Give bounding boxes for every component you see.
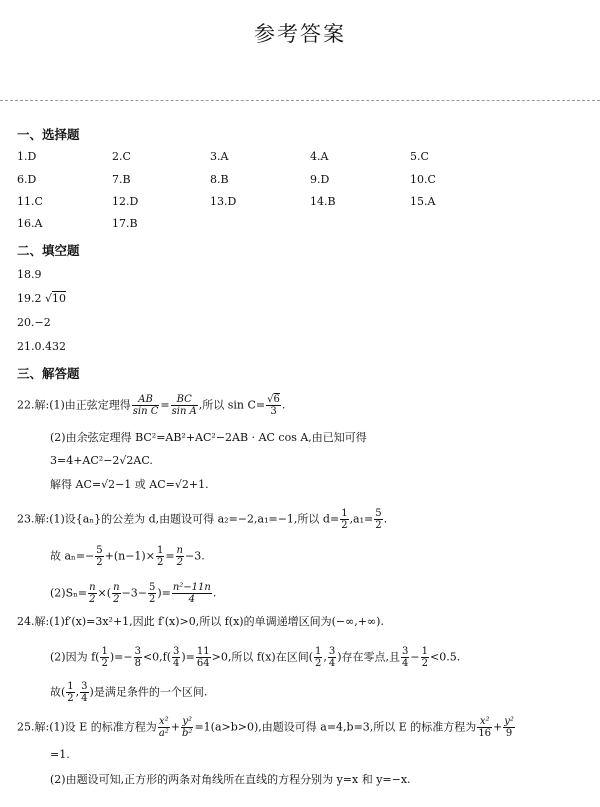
denominator: a² (158, 728, 169, 739)
q25-text: 25.解:(1)设 E 的标准方程为 (17, 720, 157, 734)
denominator: sin C (132, 406, 159, 417)
numerator: 5 (96, 545, 103, 556)
choice-answer: 11.C (17, 195, 43, 208)
q23-text: +(n−1)× (104, 549, 155, 563)
denominator: 16 (478, 728, 492, 739)
numerator: 1 (421, 646, 429, 657)
q24-text: )是满足条件的一个区间. (89, 685, 208, 699)
section-solve-heading: 三、解答题 (17, 366, 80, 381)
numerator: 3 (328, 646, 336, 657)
denominator: 2 (148, 594, 156, 605)
q22-line-1 (17, 394, 285, 417)
denominator: 4 (188, 594, 196, 605)
q23-text: 故 aₙ=− (50, 549, 95, 563)
denominator: 2 (421, 658, 429, 669)
numerator: n²−11n (172, 582, 211, 593)
numerator: y² (504, 716, 514, 727)
q24-line-2 (50, 646, 460, 669)
q24-text: <0.5. (430, 650, 461, 664)
denominator: 2 (67, 693, 74, 704)
q23-text: ,a₁= (349, 512, 374, 526)
fraction (132, 394, 160, 417)
denominator: 2 (113, 594, 120, 605)
fraction (176, 545, 184, 568)
denominator: 2 (315, 658, 322, 669)
choice-row-3 (17, 195, 587, 211)
q22-line-3: 3=4+AC²−2√2AC. (50, 454, 153, 467)
denominator: 2 (375, 520, 382, 531)
fraction (421, 646, 429, 669)
numerator: n (176, 545, 183, 556)
choice-answer: 15.A (410, 195, 436, 208)
page-title: 参考答案 (254, 22, 346, 46)
q25-line-1 (17, 716, 516, 739)
divider (0, 100, 600, 101)
q24-line-1: 24.解:(1)f′(x)=3x²+1,因此 f′(x)>0,所以 f(x)的单调递增区间为(−∞,+∞). (17, 615, 384, 628)
numerator: √6 (267, 394, 280, 405)
q23-line-2 (50, 545, 205, 568)
q24-text: 故( (50, 685, 66, 699)
q23-text: . (212, 586, 217, 600)
q24-text: )= (181, 650, 195, 664)
fraction (88, 582, 96, 605)
denominator: 2 (341, 520, 348, 531)
q23-text: . (383, 512, 388, 526)
choice-answer: 4.A (310, 150, 329, 163)
choice-answer: 13.D (210, 195, 237, 208)
choice-answer: 8.B (210, 173, 229, 186)
fraction (100, 646, 108, 669)
denominator: 8 (134, 658, 141, 669)
q23-text: = (165, 549, 175, 563)
q24-text: )=− (109, 650, 133, 664)
fill-answer-20: 20.−2 (17, 316, 51, 329)
section-fill-heading: 二、填空题 (17, 243, 80, 258)
fill-answer-18: 18.9 (17, 268, 42, 281)
choice-answer: 1.D (17, 150, 37, 163)
fraction (148, 582, 156, 605)
q23-line-1 (17, 508, 387, 531)
denominator: 2 (156, 557, 164, 568)
plus-sign: + (493, 720, 503, 734)
q24-text: (2)因为 f( (50, 650, 100, 664)
fill-answer-21: 21.0.432 (17, 340, 66, 353)
q24-text: )存在零点,且 (337, 650, 401, 664)
numerator: 5 (375, 508, 382, 519)
q25-line-2: =1. (50, 748, 70, 761)
fraction (172, 646, 180, 669)
choice-answer: 9.D (310, 173, 330, 186)
fraction (477, 716, 492, 739)
fraction (172, 582, 212, 605)
q22-text: 22.解:(1)由正弦定理得 (17, 398, 131, 412)
denominator: 2 (89, 594, 96, 605)
denominator: 2 (176, 557, 183, 568)
q23-text: −3− (121, 586, 147, 600)
fraction (171, 394, 198, 417)
denominator: 2 (101, 658, 108, 669)
choice-answer: 16.A (17, 217, 43, 230)
fill-19-radicand: 10 (52, 292, 67, 305)
equals-sign: = (160, 398, 170, 412)
numerator: 1 (67, 681, 74, 692)
q24-text: , (323, 650, 327, 664)
fraction (340, 508, 348, 531)
choice-row-2 (17, 173, 587, 189)
fraction (374, 508, 382, 531)
denominator: 4 (81, 693, 88, 704)
choice-answer: 7.B (112, 173, 131, 186)
numerator: n (113, 582, 120, 593)
q24-text: >0,所以 f(x)在区间( (211, 650, 313, 664)
q22-text: . (281, 398, 286, 412)
choice-row-1 (17, 150, 587, 166)
fraction (314, 646, 322, 669)
numerator: 1 (341, 508, 348, 519)
fraction (80, 681, 88, 704)
denominator: 64 (196, 658, 210, 669)
fraction (503, 716, 515, 739)
q22-line-4: 解得 AC=√2−1 或 AC=√2+1. (50, 478, 209, 491)
denominator: 4 (328, 658, 336, 669)
numerator: AB (132, 394, 160, 406)
choice-answer: 5.C (410, 150, 429, 163)
numerator: y² (182, 716, 193, 727)
fraction (181, 716, 193, 739)
q24-text: , (75, 685, 80, 699)
fraction (266, 394, 281, 417)
fraction (196, 646, 211, 669)
fraction (401, 646, 409, 669)
fraction (95, 545, 103, 568)
numerator: 3 (173, 646, 180, 657)
numerator: x² (158, 716, 169, 727)
plus-sign: + (170, 720, 181, 734)
section-choice-heading: 一、选择题 (17, 127, 80, 142)
choice-answer: 10.C (410, 173, 436, 186)
numerator: 1 (156, 545, 164, 556)
denominator: 9 (505, 728, 513, 739)
radicand: 6 (273, 394, 280, 405)
choice-answer: 6.D (17, 173, 37, 186)
fraction (158, 716, 170, 739)
denominator: 3 (270, 406, 277, 417)
fraction (156, 545, 164, 568)
q23-text: ×( (97, 586, 112, 600)
numerator: BC (171, 394, 198, 406)
numerator: 3 (134, 646, 141, 657)
q25-line-3: (2)由题设可知,正方形的两条对角线所在直线的方程分别为 y=x 和 y=−x. (50, 773, 411, 786)
q25-text: =1(a>b>0),由题设可得 a=4,b=3,所以 E 的标准方程为 (194, 720, 477, 734)
fraction (112, 582, 120, 605)
fraction (66, 681, 74, 704)
fraction (134, 646, 142, 669)
denominator: b² (182, 728, 193, 739)
numerator: 3 (81, 681, 88, 692)
choice-row-4 (17, 217, 587, 233)
q23-text: 23.解:(1)设{aₙ}的公差为 d,由题设可得 a₂=−2,a₁=−1,所以 d= (17, 512, 340, 526)
numerator: 3 (402, 646, 409, 657)
fill-answer-19 (17, 292, 66, 305)
numerator: 5 (148, 582, 156, 593)
fraction (328, 646, 336, 669)
numerator: 1 (315, 646, 322, 657)
radical-sign: √ (45, 292, 53, 305)
q23-text: (2)Sₙ= (50, 586, 88, 600)
denominator: 4 (402, 658, 409, 669)
q24-line-3 (50, 681, 207, 704)
q22-line-2: (2)由余弦定理得 BC²=AB²+AC²−2AB · AC cos A,由已知可得 (50, 431, 367, 444)
numerator: 1 (101, 646, 108, 657)
q22-text: ,所以 sin C= (198, 398, 266, 412)
q23-text: −3. (185, 549, 205, 563)
choice-answer: 2.C (112, 150, 131, 163)
denominator: 2 (96, 557, 103, 568)
choice-answer: 14.B (310, 195, 336, 208)
q23-text: )= (157, 586, 171, 600)
choice-answer: 12.D (112, 195, 139, 208)
q24-text: <0,f( (142, 650, 172, 664)
numerator: n (89, 582, 96, 593)
fill-19-number: 19.2 (17, 292, 42, 305)
choice-answer: 3.A (210, 150, 229, 163)
numerator: x² (477, 716, 492, 728)
q24-text: − (410, 650, 420, 664)
denominator: 4 (173, 658, 180, 669)
q23-line-3 (50, 582, 216, 605)
choice-answer: 17.B (112, 217, 138, 230)
numerator: 11 (196, 646, 210, 657)
denominator: sin A (171, 406, 197, 417)
